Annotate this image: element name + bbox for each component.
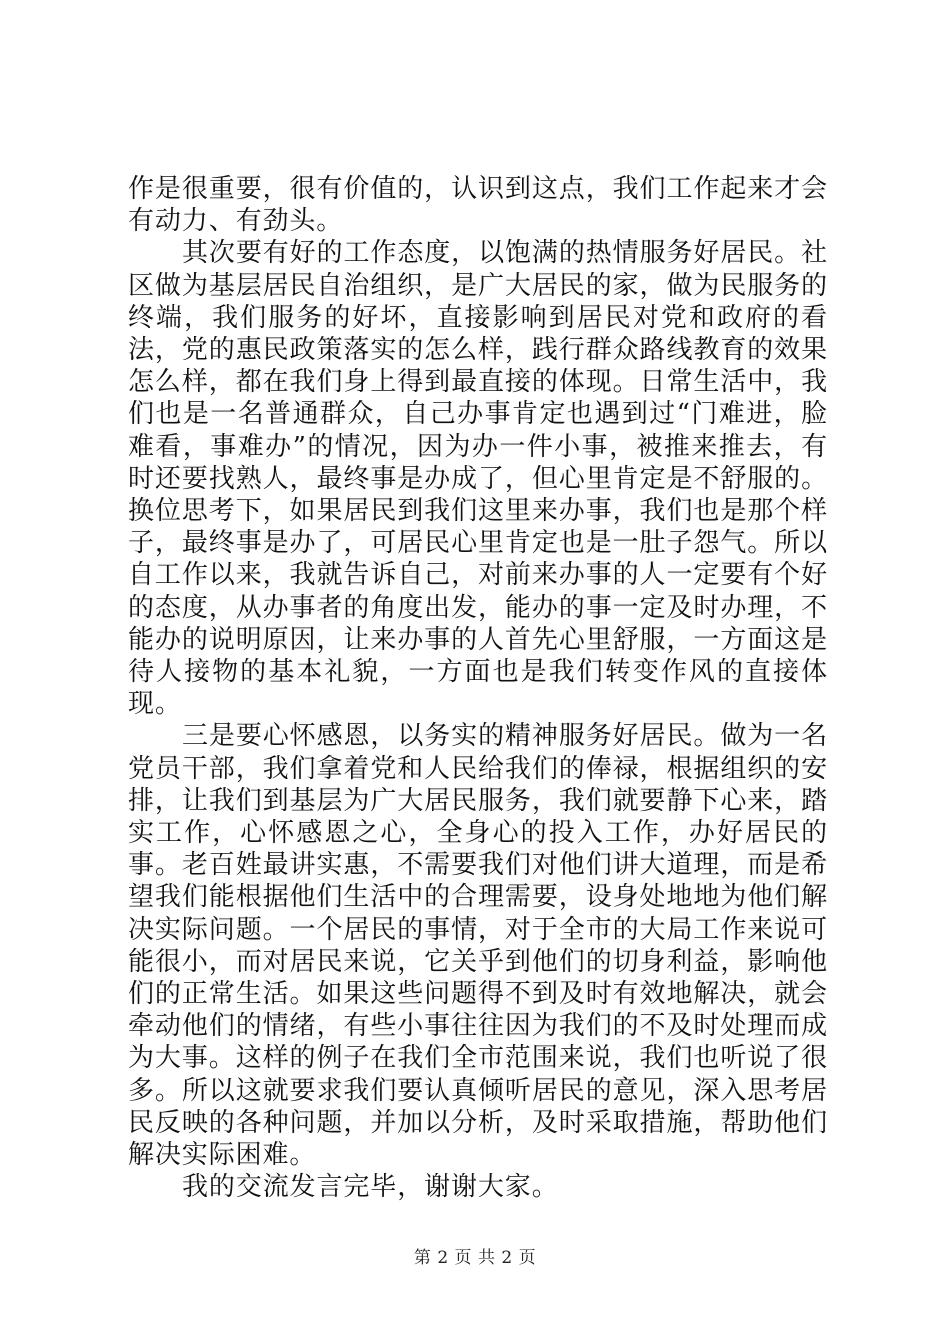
document-body xyxy=(128,173,828,1204)
paragraph-gratitude: 三是要心怀感恩，以务实的精神服务好居民。做为一名党员干部，我们拿着党和人民给我们的俸禄，根据组织的安排，让我们到基层为广大居民服务，我们就要静下心来，踏实工作，心怀感恩之心，全身心的投入工作，办好居民的事。老百姓最讲实惠，不需要我们对他们讲大道理，而是希望我们能根据他们生活中的合理需要，设身处地地为他们解决实际问题。一个居民的事情，对于全市的大局工作来说可能很小，而对居民来说，它关乎到他们的切身利益，影响他们的正常生活。如果这些问题得不到及时有效地解决，就会牵动他们的情绪，有些小事往往因为我们的不及时处理而成为大事。这样的例子在我们全市范围来说，我们也听说了很多。所以这就要求我们要认真倾听居民的意见，深入思考居民反映的各种问题，并加以分析，及时采取措施，帮助他们解决实际困难。 xyxy=(128,721,828,1171)
paragraph-continuation: 作是很重要，很有价值的，认识到这点，我们工作起来才会有动力、有劲头。 xyxy=(128,174,828,237)
paragraph-work-attitude: 其次要有好的工作态度，以饱满的热情服务好居民。社区做为基层居民自治组织，是广大居民的家，做为民服务的终端，我们服务的好坏，直接影响到居民对党和政府的看法，党的惠民政策落实的怎么样，践行群众路线教育的效果怎么样，都在我们身上得到最直接的体现。日常生活中，我们也是一名普通群众，自己办事肯定也遇到过“门难进，脸难看，事难办”的情况，因为办一件小事，被推来推去，有时还要找熟人，最终事是办成了，但心里肯定是不舒服的。换位思考下，如果居民到我们这里来办事，我们也是那个样子，最终事是办了，可居民心里肯定也是一肚子怨气。所以自工作以来，我就告诉自己，对前来办事的人一定要有个好的态度，从办事者的角度出发，能办的事一定及时办理，不能办的说明原因，让来办事的人首先心里舒服，一方面这是待人接物的基本礼貌，一方面也是我们转变作风的直接体现。 xyxy=(128,238,828,720)
paragraph-closing: 我的交流发言完毕，谢谢大家。 xyxy=(182,1172,559,1203)
page-number-footer: 第 2 页 共 2 页 xyxy=(413,1248,537,1268)
